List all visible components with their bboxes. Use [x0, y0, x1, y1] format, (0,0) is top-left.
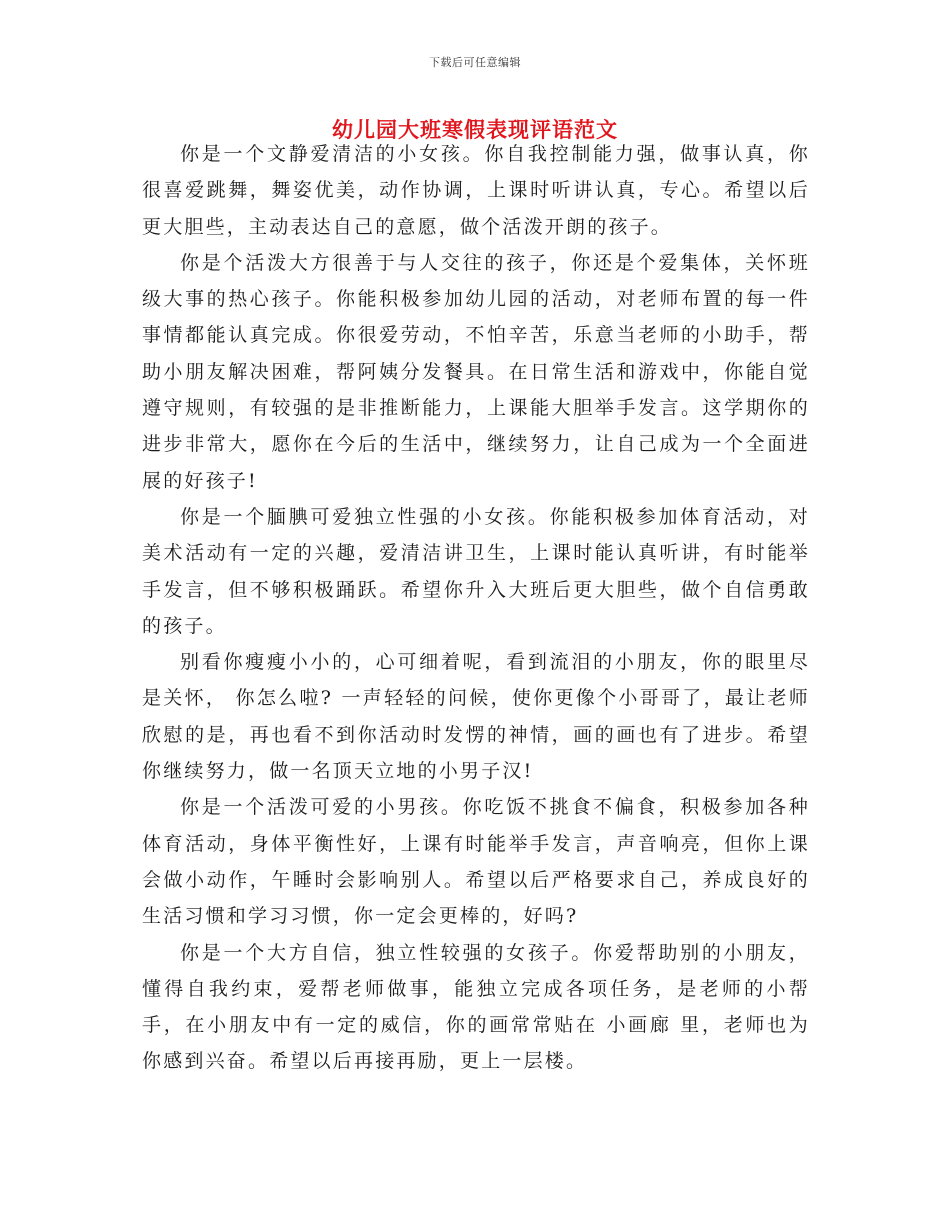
paragraph-1: 你是一个文静爱清洁的小女孩。你自我控制能力强，做事认真，你很喜爱跳舞，舞姿优美，动作协调，上课时听讲认真，专心。希望以后更大胆些，主动表达自己的意愿，做个活泼开朗的孩子。 — [142, 143, 810, 238]
paragraph-3: 你是一个腼腆可爱独立性强的小女孩。你能积极参加体育活动，对美术活动有一定的兴趣，爱清洁讲卫生，上课时能认真听讲，有时能举手发言，但不够积极踊跃。希望你升入大班后更大胆些，做个自信勇敢的孩子。 — [142, 505, 810, 637]
paragraph-6: 你是一个大方自信，独立性较强的女孩子。你爱帮助别的小朋友，懂得自我约束，爱帮老师做事，能独立完成各项任务，是老师的小帮手，在小朋友中有一定的威信，你的画常常贴在 小画廊 里，老师也为你感到兴奋。希望以后再接再励，更上一层楼。 — [142, 941, 810, 1073]
paragraph-4: 别看你瘦瘦小小的，心可细着呢，看到流泪的小朋友，你的眼里尽是关怀， 你怎么啦? 一声轻轻的问候，使你更像个小哥哥了，最让老师欣慰的是，再也看不到你活动时发愣的神情，画的画也有了进步。希望你继续努力，做一名顶天立地的小男子汉! — [142, 651, 810, 783]
header-note: 下载后可任意编辑 — [429, 56, 521, 69]
paragraph-2: 你是个活泼大方很善于与人交往的孩子，你还是个爱集体，关怀班级大事的热心孩子。你能积极参加幼儿园的活动，对老师布置的每一件事情都能认真完成。你很爱劳动，不怕辛苦，乐意当老师的小助手，帮助小朋友解决困难，帮阿姨分发餐具。在日常生活和游戏中，你能自觉遵守规则，有较强的是非推断能力，上课能大胆举手发言。这学期你的进步非常大，愿你在今后的生活中，继续努力，让自己成为一个全面进展的好孩子! — [142, 251, 810, 492]
document-body — [142, 136, 810, 1080]
paragraph-5: 你是一个活泼可爱的小男孩。你吃饭不挑食不偏食，积极参加各种体育活动，身体平衡性好，上课有时能举手发言，声音响亮，但你上课会做小动作，午睡时会影响别人。希望以后严格要求自己，养成良好的生活习惯和学习习惯，你一定会更棒的，好吗? — [142, 796, 810, 928]
document-title: 幼儿园大班寒假表现评语范文 — [332, 117, 618, 142]
